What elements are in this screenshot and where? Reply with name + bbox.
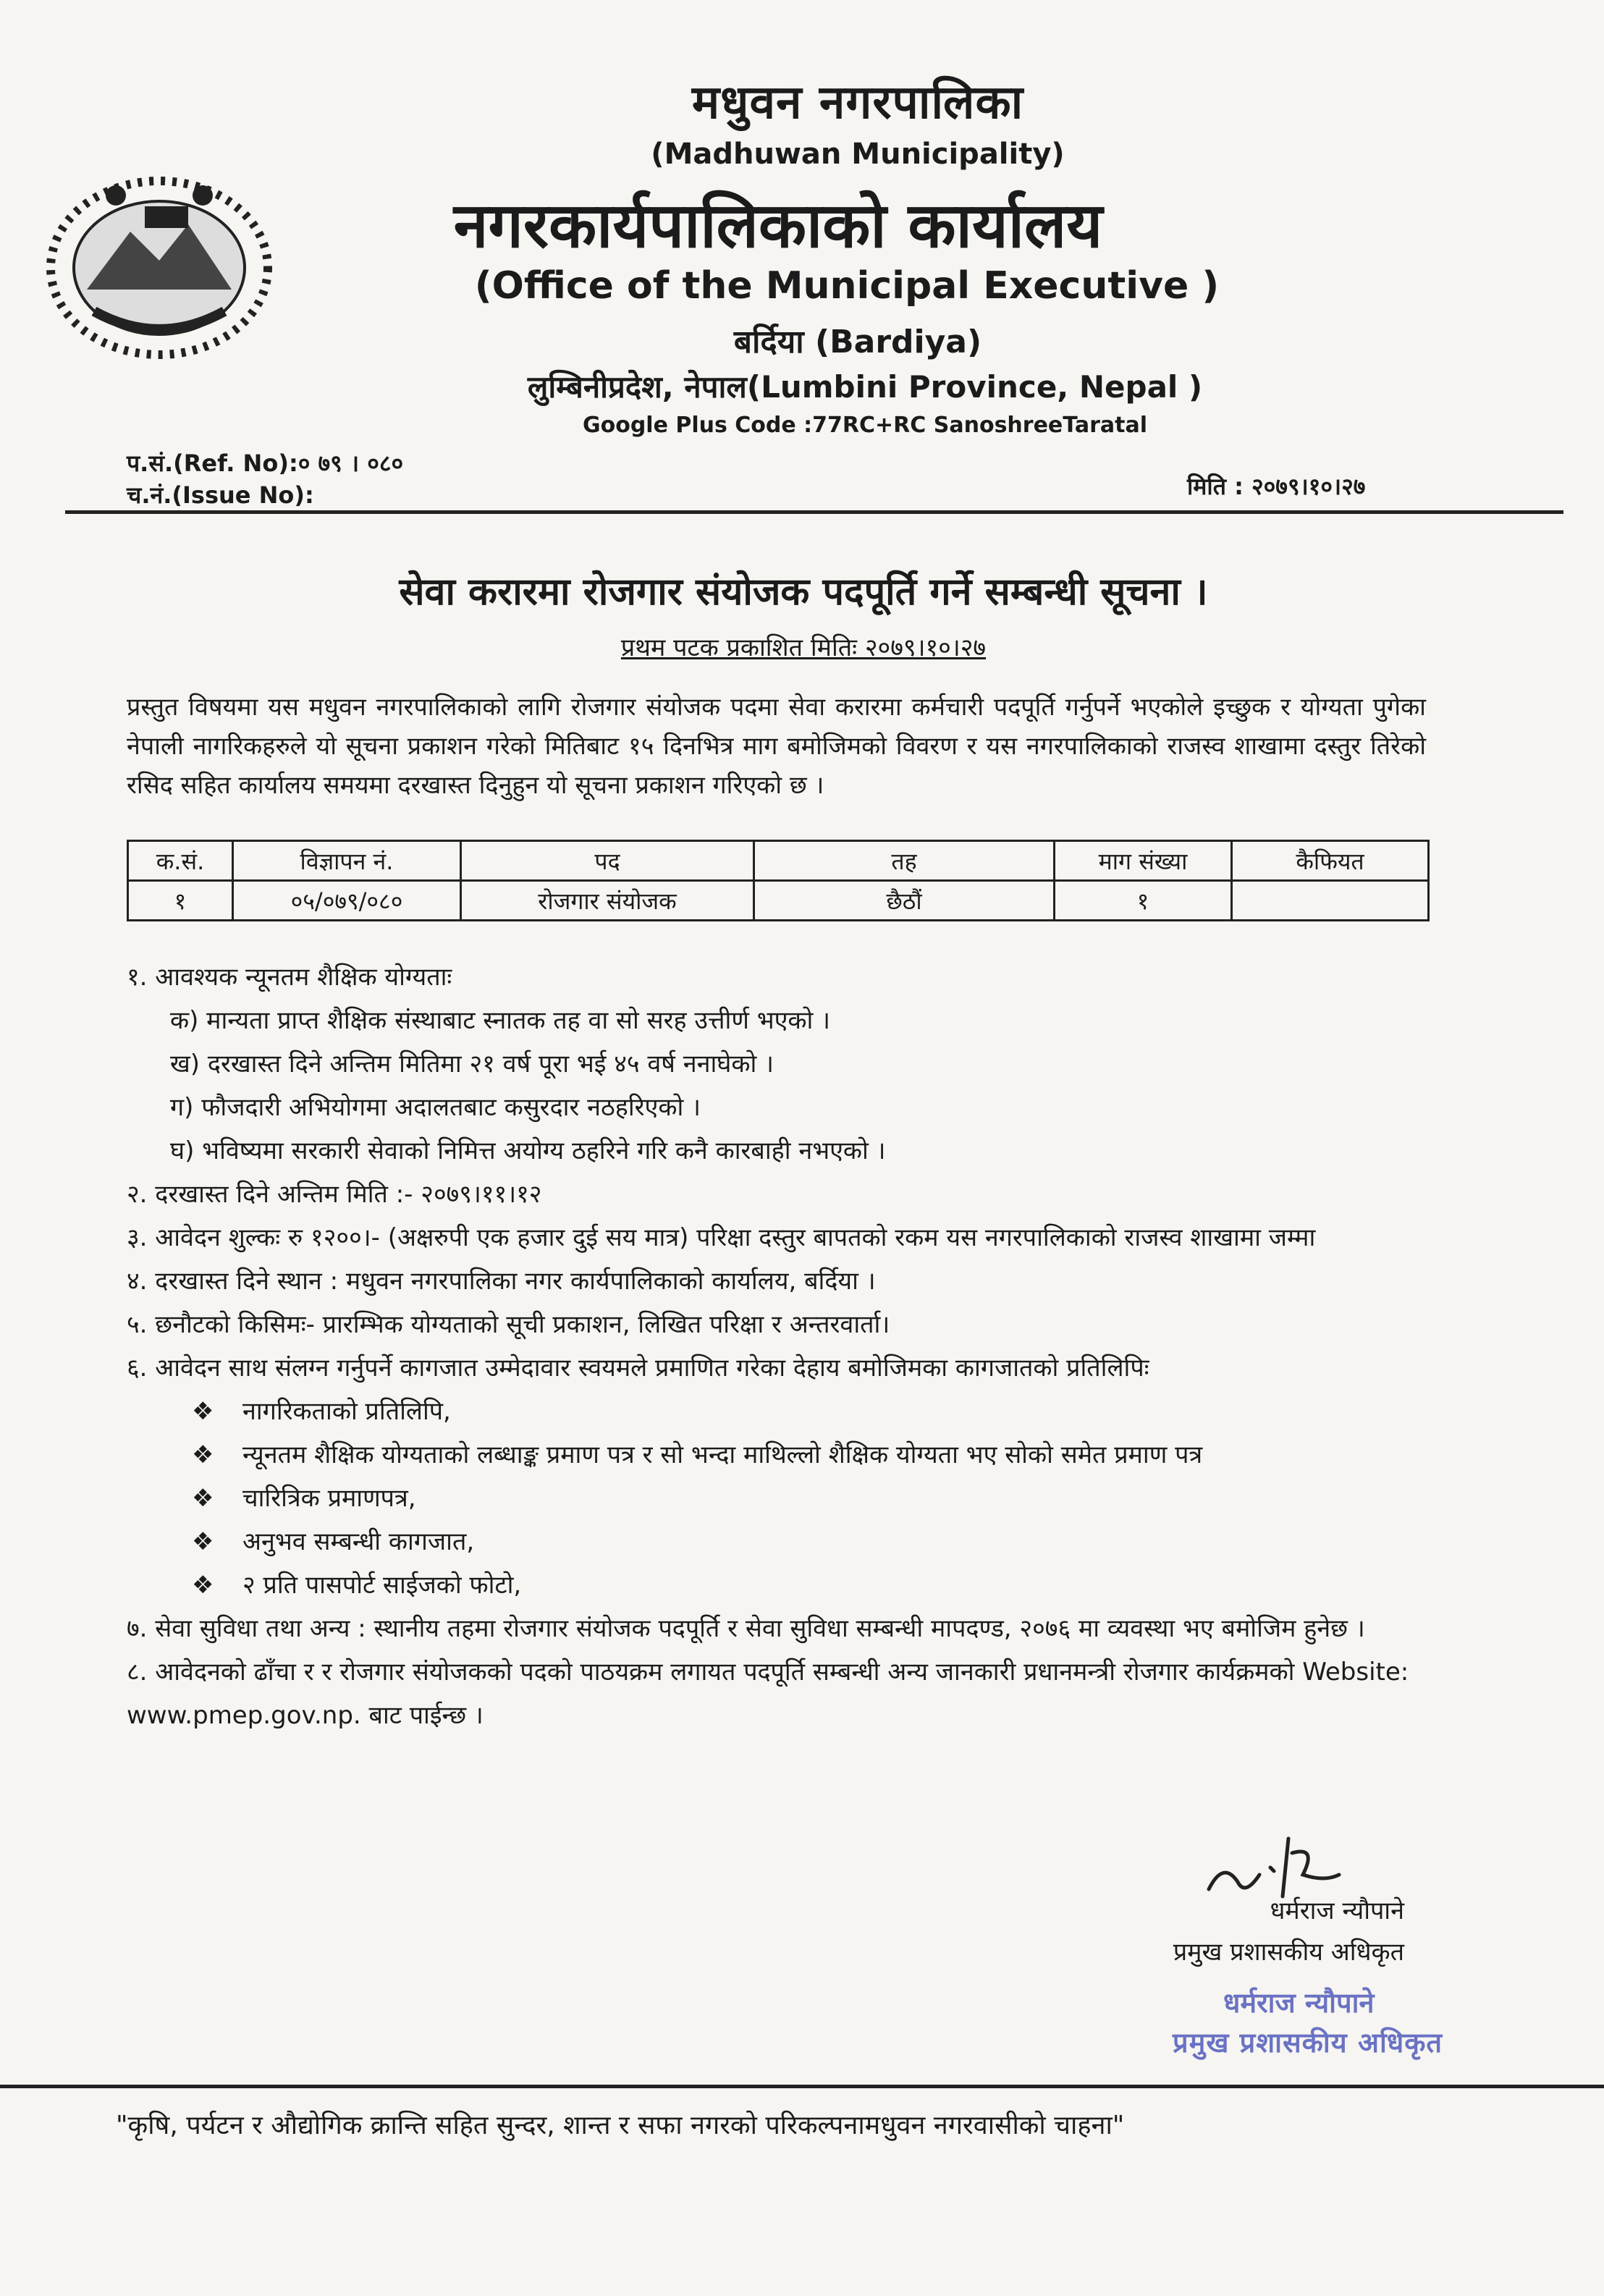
col-serial: क.सं. — [128, 841, 233, 881]
col-demand: माग संख्या — [1055, 841, 1232, 881]
list-item: ग) फौजदारी अभियोगमा अदालतबाट कसुरदार नठहरिएको । — [170, 1093, 701, 1122]
bullet-text: चारित्रिक प्रमाणपत्र, — [242, 1484, 416, 1513]
diamond-bullet-icon: ❖ — [192, 1440, 214, 1469]
signatory-name: धर्मराज न्यौपाने — [1270, 1896, 1404, 1925]
list-item: ६. आवेदन साथ संलग्न गर्नुपर्ने कागजात उम्मेदावार स्वयमले प्रमाणित गरेका देहाय बमोजिमका कागजातको प्रतिलिपिः — [127, 1354, 1149, 1383]
table-row — [128, 881, 1429, 921]
list-item: ३. आवेदन शुल्कः रु १२००।- (अक्षरुपी एक हजार दुई सय मात्र) परिक्षा दस्तुर बापतको रकम यस नगरपालिकाको राजस्व शाखामा जम्मा — [127, 1223, 1316, 1252]
cell-remarks — [1232, 881, 1429, 921]
list-item: १. आवश्यक न्यूनतम शैक्षिक योग्यताः — [127, 963, 452, 992]
cell-serial: १ — [128, 881, 233, 921]
cell-level: छैठौं — [754, 881, 1055, 921]
footer-divider — [0, 2085, 1604, 2088]
intro-paragraph: प्रस्तुत विषयमा यस मधुवन नगरपालिकाको लागि रोजगार संयोजक पदमा सेवा करारमा कर्मचारी पदपूर्ति गर्नुपर्ने भएकोले इच्छुक र योग्यता पुगेका नेपाली नागरिकहरुले यो सूचना प्रकाशन गरेको मितिबाट १५ दिनभित्र माग बमोजिमको विवरण र यस नगरपालिकाको राजस्व शाखामा दस्तुर तिरेको रसिद सहित कार्यालय समयमा दरखास्त दिनुहुन यो सूचना प्रकाशन गरिएको छ । — [127, 693, 1426, 800]
footer-slogan: "कृषि, पर्यटन र औद्योगिक क्रान्ति सहित सुन्दर, शान्त र सफा नगरको परिकल्पनामधुवन नगरवासीको चाहना" — [116, 2111, 1125, 2140]
bullet-item — [127, 1477, 1430, 1520]
list-item: क) मान्यता प्राप्त शैक्षिक संस्थाबाट स्नातक तह वा सो सरह उत्तीर्ण भएको । — [170, 1006, 831, 1035]
stamp-title: प्रमुख प्रशासकीय अधिकृत — [1173, 2027, 1443, 2059]
municipality-name-english: (Madhuwan Municipality) — [651, 138, 1065, 171]
bullet-item — [127, 1563, 1430, 1607]
list-item: ४. दरखास्त दिने स्थान : मधुवन नगरपालिका नगर कार्यपालिकाको कार्यालय, बर्दिया । — [127, 1267, 876, 1296]
municipality-name-nepali: मधुवन नगरपालिका — [691, 76, 1024, 130]
list-item: ८. आवेदनको ढाँचा र र रोजगार संयोजकको पदको पाठयक्रम लगायत पदपूर्ति सम्बन्धी अन्य जानकारी प्रधानमन्त्री रोजगार कार्यक्रमको Website: www.pmep.gov.np. बाट पाईन्छ । — [127, 1658, 1409, 1730]
bullet-text: न्यूनतम शैक्षिक योग्यताको लब्धाङ्क प्रमाण पत्र र सो भन्दा माथिल्लो शैक्षिक योग्यता भए सोको समेत प्रमाण पत्र — [242, 1440, 1203, 1469]
issue-number: च.नं.(Issue No): — [127, 481, 314, 509]
bullet-item — [127, 1520, 1430, 1563]
list-item: ७. सेवा सुविधा तथा अन्य : स्थानीय तहमा रोजगार संयोजक पदपूर्ति र सेवा सुविधा सम्बन्धी मापदण्ड, २०७६ मा व्यवस्था भए बमोजिम हुनेछ । — [127, 1614, 1365, 1643]
bullet-text: २ प्रति पासपोर्ट साईजको फोटो, — [242, 1571, 522, 1600]
col-remarks: कैफियत — [1232, 841, 1429, 881]
notice-title: सेवा करारमा रोजगार संयोजक पदपूर्ति गर्ने सम्बन्धी सूचना । — [399, 570, 1208, 614]
vacancy-table — [127, 840, 1430, 921]
diamond-bullet-icon: ❖ — [192, 1484, 214, 1513]
col-advert-no: विज्ञापन नं. — [233, 841, 461, 881]
province-name: लुम्बिनीप्रदेश, नेपाल(Lumbini Province, Nepal ) — [527, 369, 1203, 405]
requirements-list — [127, 955, 1430, 1737]
letter-date: मिति : २०७९।१०।२७ — [1187, 473, 1366, 500]
cell-post: रोजगार संयोजक — [461, 881, 754, 921]
diamond-bullet-icon: ❖ — [192, 1397, 214, 1426]
district-name: बर्दिया (Bardiya) — [733, 324, 982, 360]
bullet-text: अनुभव सम्बन्धी कागजात, — [242, 1527, 475, 1556]
diamond-bullet-icon: ❖ — [192, 1527, 214, 1556]
list-item: ५. छनौटको किसिमः- प्रारम्भिक योग्यताको सूची प्रकाशन, लिखित परिक्षा र अन्तरवार्ता। — [127, 1310, 890, 1339]
cell-demand: १ — [1055, 881, 1232, 921]
diamond-bullet-icon: ❖ — [192, 1571, 214, 1600]
office-name-english: (Office of the Municipal Executive ) — [474, 264, 1220, 308]
bullet-text: नागरिकताको प्रतिलिपि, — [242, 1397, 451, 1426]
signatory-title: प्रमुख प्रशासकीय अधिकृत — [1173, 1938, 1404, 1967]
bullet-item — [127, 1433, 1430, 1477]
bullet-item — [127, 1390, 1430, 1433]
col-post: पद — [461, 841, 754, 881]
reference-number: प.सं.(Ref. No):० ७९ । ०८० — [127, 450, 404, 477]
header-divider — [65, 510, 1563, 514]
list-item: घ) भविष्यमा सरकारी सेवाको निमित्त अयोग्य ठहरिने गरि कनै कारबाही नभएको । — [170, 1136, 886, 1165]
published-date: प्रथम पटक प्रकाशित मितिः २०७९।१०।२७ — [620, 633, 987, 662]
stamp-name: धर्मराज न्यौपाने — [1223, 1987, 1375, 2019]
list-item: ख) दरखास्त दिने अन्तिम मितिमा २१ वर्ष पूरा भई ४५ वर्ष ननाघेको । — [170, 1050, 774, 1079]
list-item: २. दरखास्त दिने अन्तिम मिति :- २०७९।११।१२ — [127, 1180, 542, 1209]
cell-advert-no: ०५/०७९/०८० — [233, 881, 461, 921]
table-header-row — [128, 841, 1429, 881]
col-level: तह — [754, 841, 1055, 881]
office-name-nepali: नगरकार्यपालिकाको कार्यालय — [453, 190, 1103, 262]
nepal-emblem-icon — [36, 166, 282, 362]
plus-code: Google Plus Code :77RC+RC SanoshreeTaratal — [582, 413, 1148, 438]
